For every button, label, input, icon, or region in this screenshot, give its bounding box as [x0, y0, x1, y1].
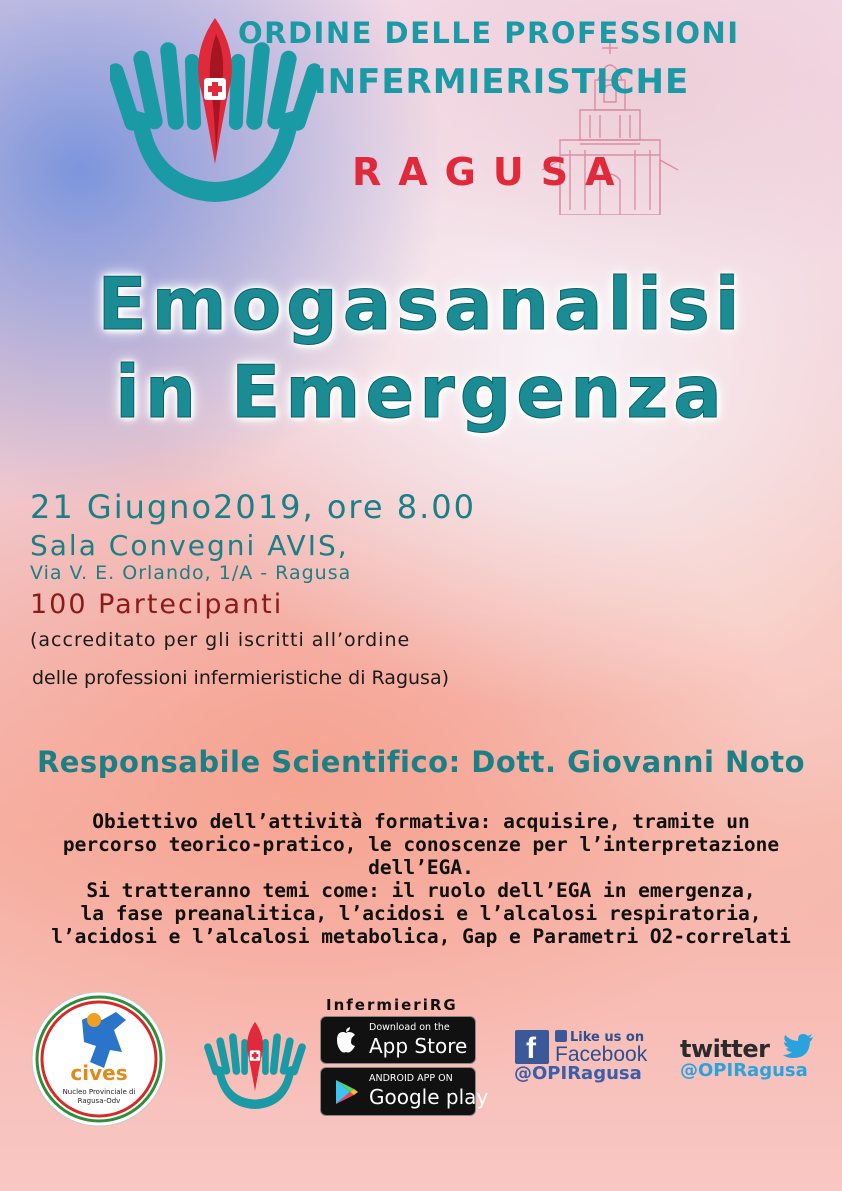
objective-line: percorso teorico-pratico, le conoscenze per l’interpretazione [62, 833, 780, 856]
opi-small-logo [202, 1020, 308, 1110]
cives-name: cives [70, 1061, 128, 1085]
objective-text [10, 810, 832, 948]
objective-line: Obiettivo dell’attività formativa: acquisire, tramite un [92, 810, 750, 833]
org-name-line1: ORDINE DELLE PROFESSIONI [238, 16, 740, 50]
google-play-icon [331, 1077, 361, 1107]
app-store-large: App Store [369, 1034, 468, 1058]
event-participants: 100 Partecipanti [30, 589, 284, 620]
org-name-line2: INFERMIERISTICHE [314, 62, 690, 102]
accreditation-line2: delle professioni infermieristiche di Ragusa) [32, 667, 450, 689]
apple-icon [331, 1026, 361, 1056]
facebook-icon: f [515, 1030, 549, 1064]
objective-line: dell’EGA. [368, 856, 474, 879]
app-brand-label: InfermieriRG [326, 996, 458, 1014]
event-address: Via V. E. Orlando, 1/A - Ragusa [30, 562, 352, 584]
google-play-small: ANDROID APP ON [369, 1073, 453, 1084]
event-date: 21 Giugno2019, ore 8.00 [30, 488, 476, 526]
objective-line: la fase preanalitica, l’acidosi e l’alcalosi respiratoria, [80, 902, 762, 925]
google-play-badge[interactable] [320, 1067, 489, 1116]
objective-line: Si tratteranno temi come: il ruolo dell’EGA in emergenza, [86, 879, 756, 902]
cives-sub2: Ragusa-Odv [77, 1097, 121, 1105]
facebook-handle[interactable]: @OPIRagusa [514, 1063, 642, 1084]
twitter-handle[interactable]: @OPIRagusa [680, 1060, 808, 1081]
org-city: RAGUSA [352, 150, 632, 194]
app-store-badge[interactable] [320, 1016, 476, 1064]
event-title-line1: Emogasanalisi [97, 262, 745, 346]
thumbs-up-icon [555, 1030, 567, 1042]
google-play-large: Google play [369, 1085, 489, 1109]
cives-logo [30, 990, 168, 1128]
event-title-line2: in Emergenza [115, 350, 727, 434]
twitter-bird-icon [782, 1034, 814, 1060]
twitter-wordmark: twitter [680, 1035, 770, 1063]
scientific-lead: Responsabile Scientifico: Dott. Giovanni Noto [36, 745, 806, 779]
event-venue: Sala Convegni AVIS, [30, 529, 349, 562]
cives-sub1: Nucleo Provinciale di [62, 1088, 136, 1096]
objective-line: l’acidosi e l’alcalosi metabolica, Gap e Parametri O2-correlati [51, 925, 791, 948]
accreditation-line1: (accreditato per gli iscritti all’ordine [30, 629, 411, 651]
facebook-like: Like us on [555, 1030, 644, 1045]
app-store-small: Download on the [369, 1022, 450, 1033]
facebook-name: Facebook [555, 1043, 648, 1066]
